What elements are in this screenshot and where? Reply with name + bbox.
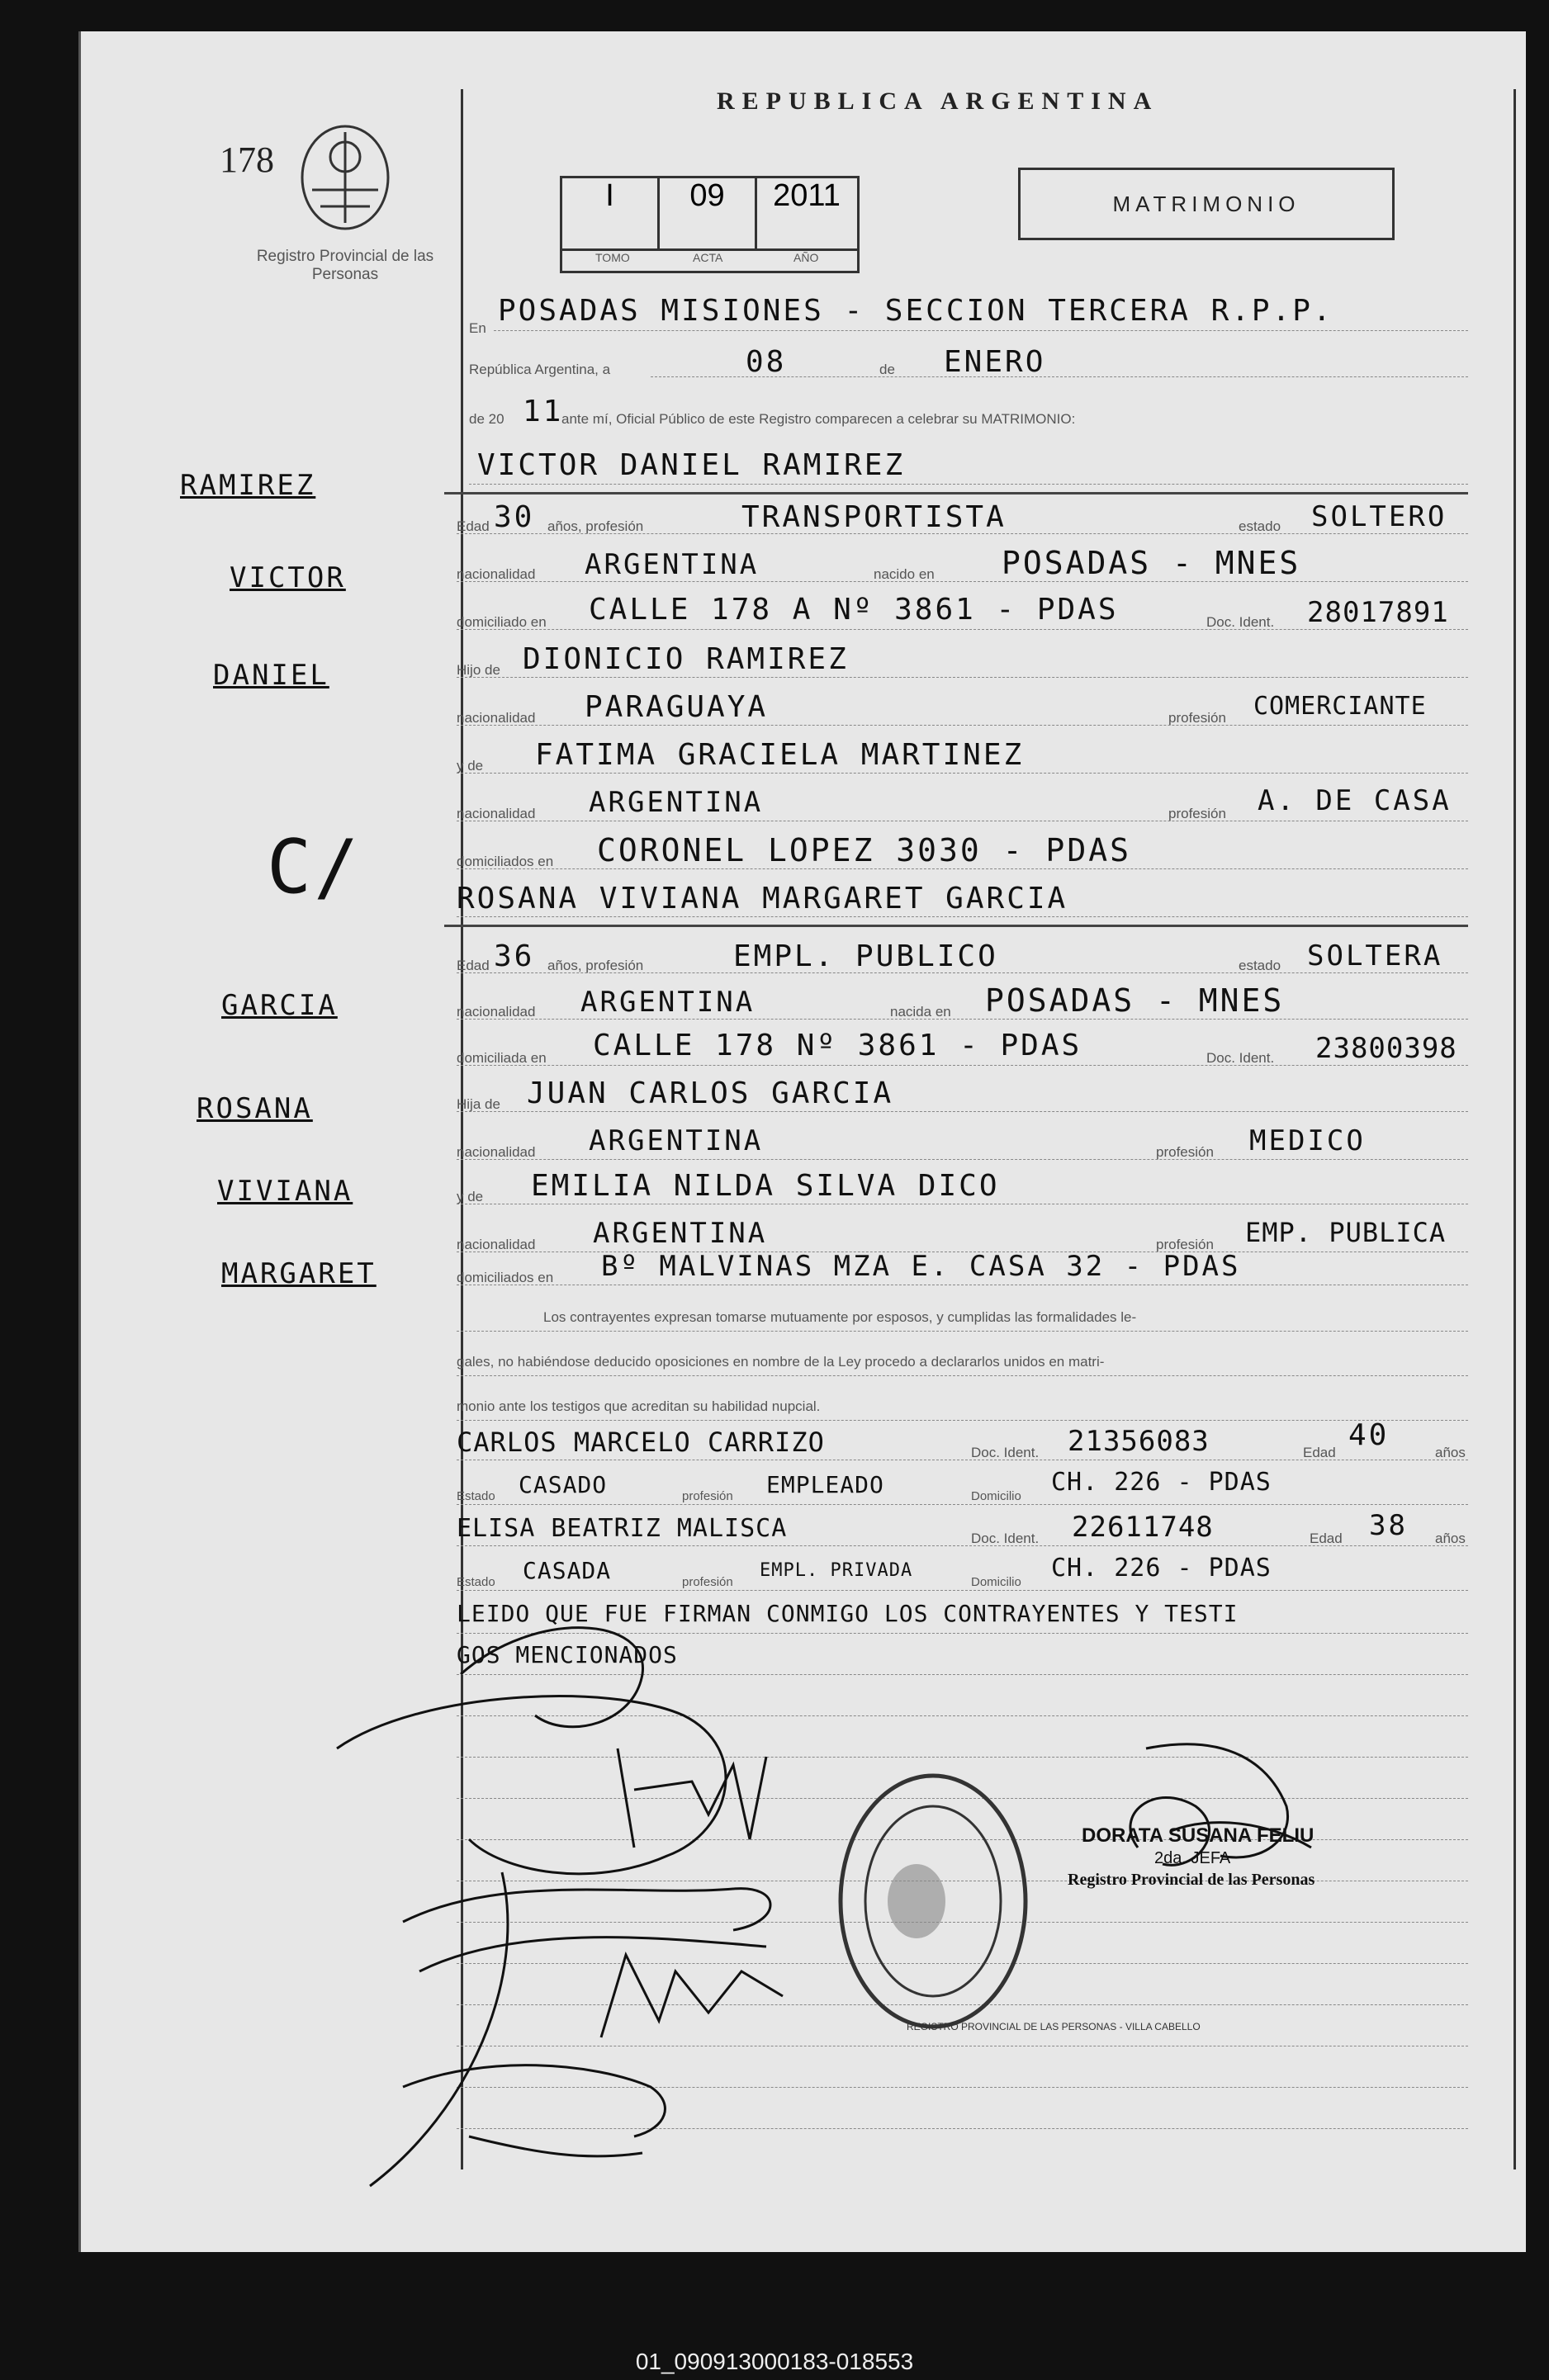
official-role: 2da. JEFA (1154, 1849, 1231, 1867)
groom-madre-nacionalidad: ARGENTINA (589, 786, 764, 819)
official-name: DORATA SUSANA FELIU (1082, 1824, 1315, 1847)
label-anos: años (1435, 1531, 1466, 1546)
label-nacido: nacido en (874, 566, 935, 582)
declaration-line-2: gales, no habiéndose deducido oposiciones en nombre de la Ley procedo a declararlos unidos en matri- (457, 1354, 1105, 1370)
label-domiciliados: domiciliados en (457, 1270, 554, 1285)
groom-padre-nacionalidad: PARAGUAYA (585, 690, 769, 724)
coat-of-arms-icon (291, 99, 399, 239)
bride-padre-nacionalidad: ARGENTINA (589, 1124, 764, 1157)
witness-1-profesion: EMPLEADO (766, 1471, 884, 1498)
witness-2-edad: 38 (1369, 1509, 1408, 1542)
witness-1-doc: 21356083 (1068, 1425, 1210, 1458)
month: ENERO (944, 345, 1046, 379)
label-edad: Edad (1310, 1531, 1343, 1546)
signature-witness-2 (469, 2136, 642, 2156)
witness-2-doc: 22611748 (1072, 1511, 1214, 1544)
tomo-value: I (562, 178, 660, 248)
margin-connector: C/ (267, 824, 362, 911)
groom-nacionalidad: ARGENTINA (585, 548, 760, 581)
label-profesion: profesión (1156, 1237, 1214, 1252)
closing-line-2: GOS MENCIONADOS (457, 1641, 678, 1668)
label-estado: estado (1239, 518, 1281, 534)
label-nacida: nacida en (890, 1004, 951, 1020)
official-org: Registro Provincial de las Personas (1068, 1871, 1315, 1889)
label-estado: Estado (457, 1489, 495, 1503)
margin-name-bride-3: MARGARET (221, 1257, 377, 1290)
label-comparecen: ante mí, Oficial Público de este Registro comparecen a celebrar su MATRIMONIO: (561, 411, 1076, 427)
bride-padre-profesion: MEDICO (1249, 1124, 1366, 1157)
groom-padre: DIONICIO RAMIREZ (523, 642, 849, 676)
label-de-20: de 20 (469, 411, 504, 427)
witness-2-name: ELISA BEATRIZ MALISCA (457, 1514, 788, 1543)
bride-profesion: EMPL. PUBLICO (733, 939, 998, 973)
section-divider (444, 492, 1468, 494)
bride-madre-profesion: EMP. PUBLICA (1245, 1217, 1447, 1248)
registry-seal-icon (834, 1769, 1032, 2033)
label-profesion: profesión (1168, 710, 1226, 726)
label-domicilio: domiciliado en (457, 614, 547, 630)
label-anos-profesion: años, profesión (547, 958, 644, 973)
label-hija: Hija de (457, 1096, 500, 1112)
witness-1-name: CARLOS MARCELO CARRIZO (457, 1427, 825, 1458)
label-anos-profesion: años, profesión (547, 518, 644, 534)
bride-padre: JUAN CARLOS GARCIA (527, 1076, 894, 1110)
act-type-box: MATRIMONIO (1018, 168, 1395, 240)
margin-name-bride-1: ROSANA (197, 1092, 313, 1125)
registry-label: Registro Provincial de las Personas (256, 248, 434, 283)
label-edad: Edad (457, 958, 490, 973)
bride-domicilio: CALLE 178 Nº 3861 - PDAS (593, 1029, 1082, 1062)
groom-estado: SOLTERO (1311, 500, 1447, 533)
margin-name-groom-1: VICTOR (230, 561, 346, 594)
label-republica: República Argentina, a (469, 362, 611, 377)
page-number: 178 (220, 140, 274, 180)
label-hijo: Hijo de (457, 662, 500, 678)
label-de: de (879, 362, 895, 377)
groom-padre-profesion: COMERCIANTE (1253, 692, 1427, 721)
groom-profesion: TRANSPORTISTA (741, 500, 1007, 534)
signature-bride (403, 1889, 770, 1971)
label-domicilio: Domicilio (971, 1489, 1021, 1503)
label-profesion: profesión (682, 1575, 733, 1589)
bride-padres-domicilio: Bº MALVINAS MZA E. CASA 32 - PDAS (601, 1250, 1241, 1283)
groom-doc: 28017891 (1307, 596, 1449, 629)
tomo-label: TOMO (595, 251, 630, 264)
witness-1-edad: 40 (1348, 1418, 1390, 1452)
groom-name: VICTOR DANIEL RAMIREZ (477, 448, 906, 482)
acta-value: 09 (660, 178, 757, 248)
bride-madre: EMILIA NILDA SILVA DICO (531, 1169, 1000, 1203)
day: 08 (746, 345, 787, 379)
register-page (78, 31, 1526, 2252)
margin-name-groom-2: DANIEL (213, 659, 329, 692)
seal-text: REGISTRO PROVINCIAL DE LAS PERSONAS - VILLA CABELLO (907, 2021, 1201, 2032)
bride-nacida: POSADAS - MNES (985, 982, 1285, 1019)
label-en: En (469, 320, 486, 336)
label-doc: Doc. Ident. (1206, 1050, 1275, 1066)
groom-madre: FATIMA GRACIELA MARTINEZ (535, 738, 1025, 772)
label-anos: años (1435, 1445, 1466, 1460)
bride-nacionalidad: ARGENTINA (580, 986, 756, 1019)
label-estado: estado (1239, 958, 1281, 973)
label-nacionalidad: nacionalidad (457, 1144, 536, 1160)
label-nacionalidad: nacionalidad (457, 566, 536, 582)
label-domiciliados: domiciliados en (457, 854, 554, 869)
label-edad: Edad (1303, 1445, 1336, 1460)
label-nacionalidad: nacionalidad (457, 710, 536, 726)
bride-madre-nacionalidad: ARGENTINA (593, 1217, 768, 1250)
label-nacionalidad: nacionalidad (457, 806, 536, 821)
label-estado: Estado (457, 1575, 495, 1589)
acta-label: ACTA (693, 251, 723, 264)
bride-edad: 36 (494, 939, 535, 973)
witness-2-estado: CASADA (523, 1557, 612, 1584)
groom-nacido: POSADAS - MNES (1002, 545, 1301, 581)
groom-madre-profesion: A. DE CASA (1258, 784, 1452, 817)
witness-2-profesion: EMPL. PRIVADA (760, 1560, 913, 1581)
closing-line-1: LEIDO QUE FUE FIRMAN CONMIGO LOS CONTRAYENTES Y TESTI (457, 1600, 1239, 1627)
label-y-de: y de (457, 1189, 484, 1204)
margin-surname-bride: GARCIA (221, 989, 338, 1022)
ano-label: AÑO (793, 251, 819, 264)
margin-name-bride-2: VIVIANA (217, 1175, 353, 1208)
ano-value: 2011 (773, 178, 841, 213)
groom-domicilio: CALLE 178 A Nº 3861 - PDAS (589, 593, 1119, 627)
declaration-line-3: monio ante los testigos que acreditan su habilidad nupcial. (457, 1398, 821, 1414)
label-domicilio: domiciliada en (457, 1050, 547, 1066)
groom-padres-domicilio: CORONEL LOPEZ 3030 - PDAS (597, 832, 1131, 868)
witness-2-domicilio: CH. 226 - PDAS (1051, 1554, 1272, 1583)
year-suffix: 11 (523, 395, 564, 428)
bride-doc: 23800398 (1315, 1032, 1457, 1065)
label-y-de: y de (457, 758, 484, 774)
bride-name: ROSANA VIVIANA MARGARET GARCIA (457, 882, 1068, 916)
section-divider (444, 925, 1468, 927)
margin-surname-groom: RAMIREZ (180, 469, 316, 502)
declaration-line-1: Los contrayentes expresan tomarse mutuamente por esposos, y cumplidas las formalidades le- (543, 1309, 1137, 1325)
witness-1-estado: CASADO (519, 1471, 608, 1498)
label-doc: Doc. Ident. (971, 1531, 1040, 1546)
place: POSADAS MISIONES - SECCION TERCERA R.P.P. (498, 294, 1333, 328)
signature-witness-1 (601, 1955, 783, 2037)
label-nacionalidad: nacionalidad (457, 1004, 536, 1020)
label-doc: Doc. Ident. (1206, 614, 1275, 630)
image-id-caption: 01_090913000183-018553 (635, 2349, 914, 2374)
label-profesion: profesión (1156, 1144, 1214, 1160)
acta-box (560, 176, 860, 273)
label-profesion: profesión (1168, 806, 1226, 821)
witness-1-domicilio: CH. 226 - PDAS (1051, 1468, 1272, 1497)
bride-estado: SOLTERA (1307, 939, 1443, 972)
label-doc: Doc. Ident. (971, 1445, 1040, 1460)
label-nacionalidad: nacionalidad (457, 1237, 536, 1252)
signature-mark (618, 1748, 766, 1848)
country-title: REPUBLICA ARGENTINA (717, 88, 1159, 115)
label-profesion: profesión (682, 1489, 733, 1503)
label-edad: Edad (457, 518, 490, 534)
groom-edad: 30 (494, 500, 535, 534)
label-domicilio: Domicilio (971, 1575, 1021, 1589)
